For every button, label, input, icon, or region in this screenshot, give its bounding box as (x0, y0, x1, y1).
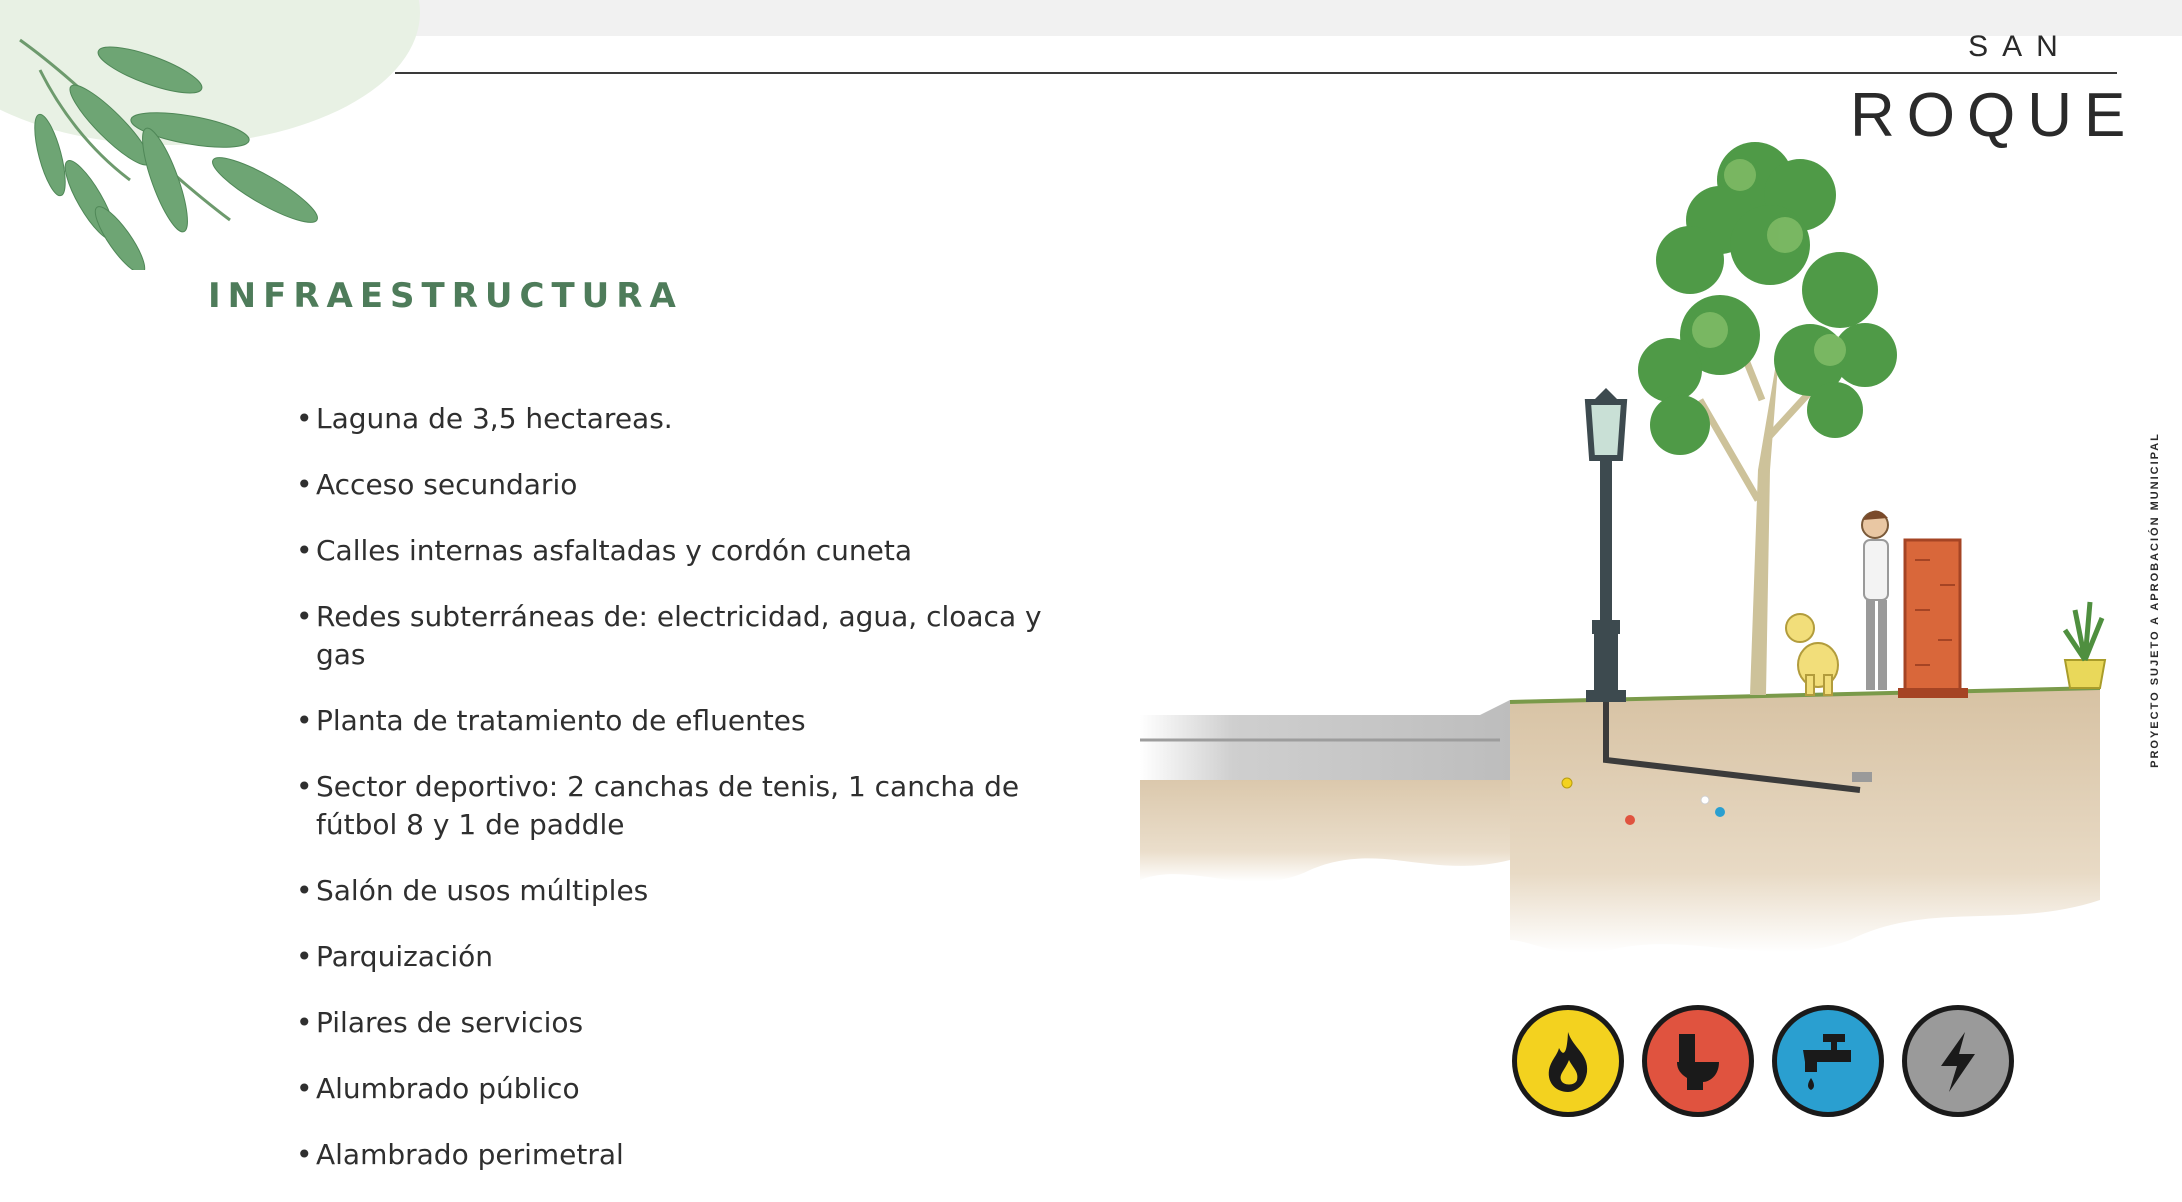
disclaimer-vertical (2140, 390, 2170, 810)
road-section (1140, 700, 1510, 780)
features-list (296, 400, 1096, 1202)
street-lamp (1586, 388, 1626, 702)
list-item: • Salón de usos múltiples (296, 872, 1096, 910)
list-item: • Sector deportivo: 2 canchas de tenis, 1 cancha de fútbol 8 y 1 de paddle (296, 768, 1036, 844)
logo-roque: ROQUE (1850, 81, 2138, 150)
soil-block (1510, 688, 2100, 953)
potted-plant (2065, 602, 2105, 688)
list-item: • Planta de tratamiento de efluentes (296, 702, 1096, 740)
sewer-service-badge (1642, 1005, 1754, 1117)
infrastructure-illustration (1130, 140, 2130, 980)
list-item: • Calles internas asfaltadas y cordón cuneta (296, 532, 1096, 570)
list-item: • Redes subterráneas de: electricidad, agua, cloaca y gas (296, 598, 1096, 674)
gas-service-badge (1512, 1005, 1624, 1117)
faucet-icon (1793, 1026, 1863, 1096)
list-item: • Parquización (296, 938, 1096, 976)
gas-line-dot (1562, 778, 1572, 788)
list-item: • Acceso secundario (296, 466, 1096, 504)
lightning-icon (1923, 1026, 1993, 1096)
list-item: • Alumbrado público (296, 1070, 1096, 1108)
water-service-badge (1772, 1005, 1884, 1117)
power-line-dot (1701, 796, 1709, 804)
leaf-branch-decoration (0, 30, 340, 270)
disclaimer-text: PROYECTO SUJETO A APROBACIÓN MUNICIPAL (2149, 432, 2161, 768)
tree (1638, 142, 1897, 695)
flame-icon (1533, 1026, 1603, 1096)
soil-under-road (1140, 780, 1510, 882)
service-pillar (1898, 540, 1968, 698)
electricity-service-badge (1902, 1005, 2014, 1117)
list-item: • Laguna de 3,5 hectareas. (296, 400, 1096, 438)
water-line-dot (1715, 807, 1725, 817)
header-rule (395, 72, 2117, 74)
list-item: • Pilares de servicios (296, 1004, 1096, 1042)
list-item: • Alambrado perimetral (296, 1136, 1096, 1174)
pipe-end (1852, 772, 1872, 782)
utility-services-icons (1512, 1005, 2032, 1125)
dog (1786, 614, 1838, 695)
toilet-icon (1663, 1026, 1733, 1096)
section-title: INFRAESTRUCTURA (208, 276, 683, 316)
standing-person (1862, 510, 1888, 690)
logo-san: SAN (1968, 30, 2072, 63)
sewer-line-dot (1625, 815, 1635, 825)
